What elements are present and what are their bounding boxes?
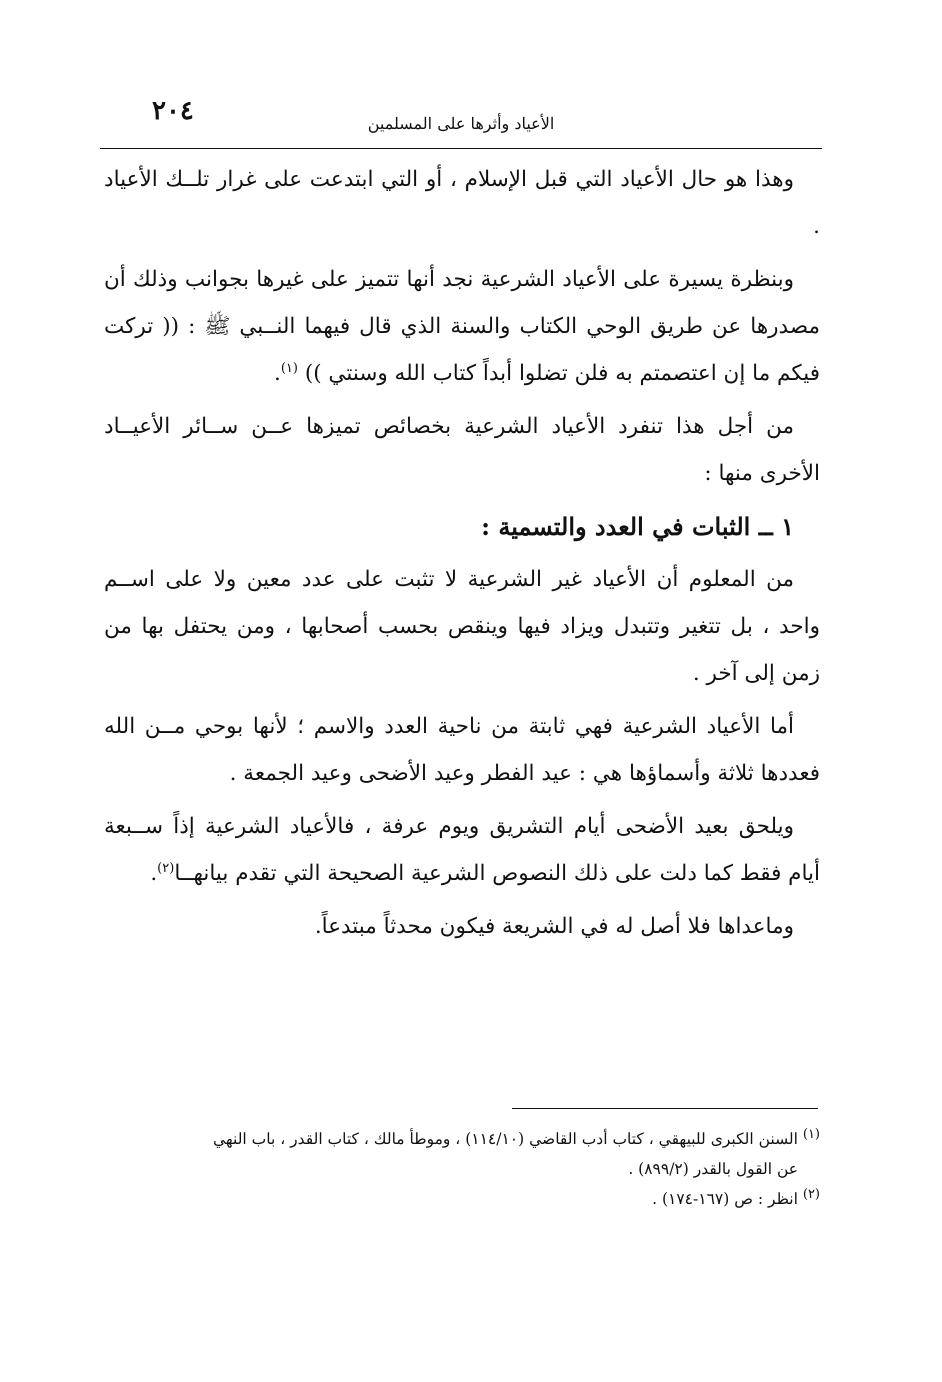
footnote-2-line-1: انظر : ص (١٦٧-١٧٤) . xyxy=(652,1190,798,1208)
paragraph-7: وماعداها فلا أصل له في الشريعة فيكون محدثاً مبتدعاً. xyxy=(314,914,794,939)
page-header xyxy=(100,92,822,149)
paragraph-2-end: . xyxy=(273,361,281,386)
paragraph-1: وهذا هو حال الأعياد التي قبل الإسلام ، أو التي ابتدعت على غرار تلــك الأعياد . xyxy=(104,167,820,239)
paragraph-3: من أجل هذا تنفرد الأعياد الشرعية بخصائص تميزها عــن ســائر الأعيــاد الأخرى منها : xyxy=(104,414,820,486)
footnote-2 xyxy=(104,1184,820,1214)
paragraph-2 xyxy=(104,256,820,397)
footnote-ref-2[interactable]: (٢) xyxy=(157,860,175,876)
footnote-divider xyxy=(512,1108,818,1109)
footnote-1 xyxy=(104,1124,820,1154)
body-text xyxy=(104,156,820,956)
footnote-1-line-1: السنن الكبرى للبيهقي ، كتاب أدب القاضي (١١٤/١٠) ، وموطأ مالك ، كتاب القدر ، باب النهي xyxy=(212,1130,798,1148)
footnote-2-marker: (٢) xyxy=(802,1186,820,1202)
page-number: ٢٠٤ xyxy=(152,96,194,126)
paragraph-2-text: وبنظرة يسيرة على الأعياد الشرعية نجد أنها تتميز على غيرها بجوانب وذلك أن مصدرها عن طريق الوحي الكتاب والسنة الذي قال فيهما النــبي ﷺ : (( تركت فيكم ما إن اعتصمتم به فلن تضلوا أبداً كتاب الله وسنتي )) xyxy=(104,267,820,386)
footnote-1-marker: (١) xyxy=(802,1126,820,1142)
paragraph-4: من المعلوم أن الأعياد غير الشرعية لا تثبت على عدد معين ولا على اســم واحد ، بل تتغير وتتبدل ويزاد فيها وينقص بحسب أصحابها ، ومن يحتفل بها من زمن إلى آخر . xyxy=(104,567,820,686)
paragraph-6 xyxy=(104,803,820,897)
section-heading-1: ١ ــ الثبات في العدد والتسمية : xyxy=(481,512,794,541)
footnote-ref-1[interactable]: (١) xyxy=(280,360,298,376)
footnotes xyxy=(104,1124,820,1214)
paragraph-6-text: ويلحق بعيد الأضحى أيام التشريق ويوم عرفة ، فالأعياد الشرعية إذاً ســبعة أيام فقط كما دلت على ذلك النصوص الشرعية الصحيحة التي تقدم بيانهــا xyxy=(104,814,820,886)
footnote-1-line-2: عن القول بالقدر (٨٩٩/٢) . xyxy=(628,1160,798,1178)
paragraph-5: أما الأعياد الشرعية فهي ثابتة من ناحية العدد والاسم ؛ لأنها بوحي مــن الله فعددها ثلاثة وأسماؤها هي : عيد الفطر وعيد الأضحى وعيد الجمعة . xyxy=(104,714,820,786)
paragraph-6-end: . xyxy=(150,861,158,886)
running-title: الأعياد وأثرها على المسلمين xyxy=(367,114,555,133)
